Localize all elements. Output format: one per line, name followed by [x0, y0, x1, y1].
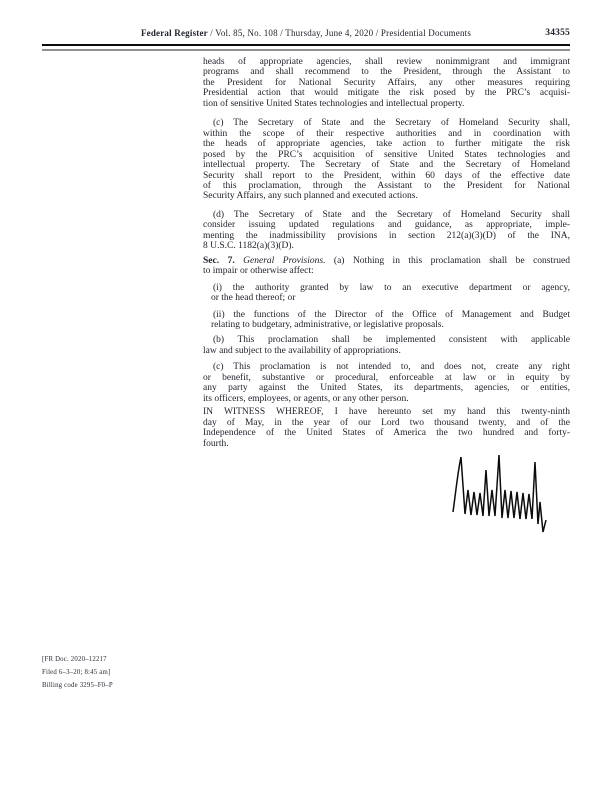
text-line: fourth. [203, 438, 229, 449]
section-title: General Provisions. [243, 255, 334, 266]
paragraph [203, 256, 570, 277]
text-line: 8 U.S.C. 1182(a)(3)(D). [203, 241, 294, 252]
text-line: programs and shall recommend to the President, through the Assistant to [203, 67, 570, 78]
text-line: consider issuing updated regulations and guidance, as appropriate, imple- [203, 220, 570, 231]
text-line: law and subject to the availability of appropriations. [203, 345, 401, 356]
text-line: (d) The Secretary of State and the Secretary of Homeland Security shall [213, 209, 570, 220]
presidential-signature-icon [450, 452, 572, 534]
text-line: or the head thereof; or [211, 293, 296, 304]
paragraph [203, 407, 570, 449]
body-paragraphs [203, 53, 570, 449]
text-line: (c) This proclamation is not intended to, and does not, create any right [213, 362, 570, 373]
text-line: Sec. 7. General Provisions. (a) Nothing in this proclamation shall be construed [203, 255, 571, 266]
section-label: Sec. 7. [203, 255, 244, 266]
text-line: menting the inadmissibility provisions in section 212(a)(3)(D) of the INA, [203, 230, 570, 241]
text-line: posed by the PRC’s acquisition of sensitive United States technologies and [203, 149, 570, 160]
text-line: of this proclamation, through the Assistant to the President for National [203, 180, 570, 191]
fr-doc-note [42, 653, 113, 692]
text-line: Security shall report to the President, within 60 days of the effective date [203, 170, 570, 181]
paragraph [203, 210, 570, 252]
paragraph [203, 118, 570, 202]
text-line: Security Affairs, any such planned and executed actions. [203, 191, 418, 202]
paragraph [203, 283, 570, 304]
text-line: within the scope of their respective authorities and in coordination with [203, 128, 570, 139]
text-line: day of May, in the year of our Lord two thousand twenty, and of the [203, 417, 570, 428]
text-line: or benefit, substantive or procedural, enforceable at law or in equity by [203, 372, 570, 383]
running-head [42, 27, 570, 40]
text-line: to impair or otherwise affect: [203, 266, 314, 277]
text-line: (ii) the functions of the Director of the Office of Management and Budget [213, 309, 570, 320]
text-line: tion of sensitive United States technologies and intellectual property. [203, 98, 465, 109]
journal-title: Federal Register [140, 28, 208, 38]
text-line: (b) This proclamation shall be implemented consistent with applicable [213, 335, 570, 346]
paragraph [203, 57, 570, 109]
footer-line: Billing code 3295–F0–P [42, 682, 113, 689]
text-line: the President for National Security Affairs, any other measures requiring [203, 77, 570, 88]
text-line: (i) the authority granted by law to an executive department or agency, [213, 282, 570, 293]
text-line: IN WITNESS WHEREOF, I have hereunto set my hand this twenty-ninth [203, 407, 570, 418]
issue-info: / Vol. 85, No. 108 / Thursday, June 4, 2020 / Presidential Documents [207, 28, 472, 38]
text-line: (c) The Secretary of State and the Secretary of Homeland Security shall, [213, 118, 570, 129]
text-line: heads of appropriate agencies, shall review nonimmigrant and immigrant [203, 57, 570, 67]
footer-line: [FR Doc. 2020–12217 [42, 656, 107, 663]
page-number: 34355 [545, 28, 570, 38]
paragraph [203, 362, 570, 404]
paragraph [203, 310, 570, 331]
text-line: relating to budgetary, administrative, or legislative proposals. [211, 319, 444, 330]
footer-line: Filed 6–3–20; 8:45 am] [42, 669, 111, 676]
header-rule-secondary [42, 49, 570, 51]
text-line: intellectual property. The Secretary of State and the Secretary of Homeland [203, 160, 570, 171]
text-line: Presidential action that would mitigate the risk posed by the PRC’s acquisi- [203, 88, 570, 99]
text-line: the heads of appropriate agencies, take action to further mitigate the risk [203, 139, 570, 150]
text-line: any party against the United States, its departments, agencies, or entities, [203, 383, 570, 394]
text-line: Independence of the United States of America the two hundred and forty- [203, 428, 570, 439]
text-line: its officers, employees, or agents, or any other person. [203, 393, 409, 404]
header-rule-primary [42, 44, 570, 46]
paragraph [203, 335, 570, 356]
